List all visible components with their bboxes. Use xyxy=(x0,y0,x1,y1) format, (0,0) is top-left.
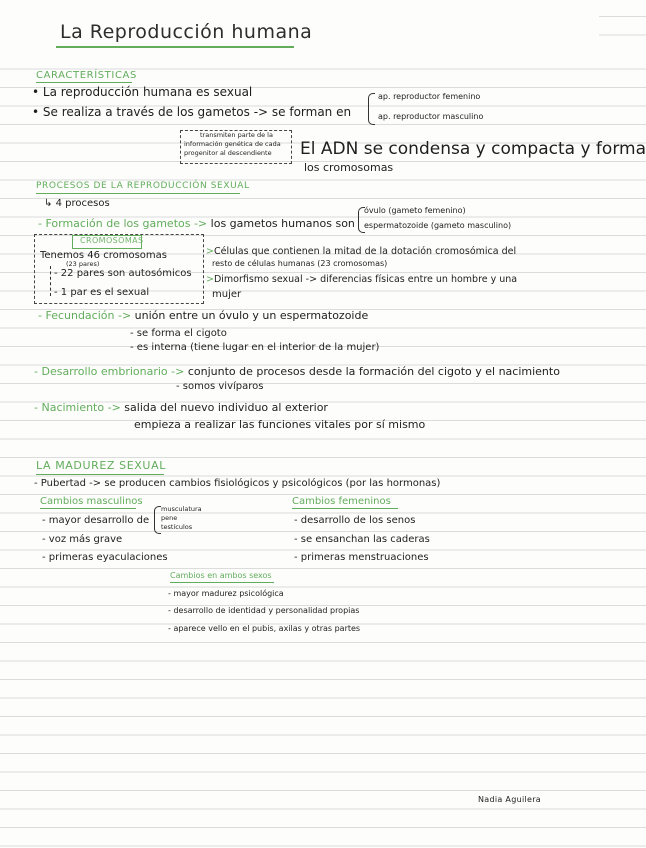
note-line: progenitor al descendiente xyxy=(184,149,272,157)
dimorfismo-line: >Dimorfismo sexual -> diferencias físicas entre un hombre y una xyxy=(206,274,518,285)
brace-item: espermatozoide (gameto masculino) xyxy=(364,221,512,230)
ambos-item: - mayor madurez psicológica xyxy=(168,589,284,598)
nacimiento-row: - Nacimiento -> salida del nuevo individuo al exterior xyxy=(34,401,328,414)
brace-item: musculatura xyxy=(161,505,202,513)
bullet-text: • Se realiza a través de los gametos -> se forman en xyxy=(32,105,352,119)
masculino-item: - mayor desarrollo de xyxy=(42,515,150,526)
dimorfismo-line: mujer xyxy=(212,289,242,300)
cambios-femeninos-heading: Cambios femeninos xyxy=(292,496,391,507)
cromosomas-line: - 22 pares son autosómicos xyxy=(54,268,192,279)
note-line: información genética de cada xyxy=(184,140,281,148)
note-line: transmiten parte de la xyxy=(200,131,273,139)
heading-underline xyxy=(36,82,132,83)
desarrollo-row: - Desarrollo embrionario -> conjunto de procesos desde la formación del cigoto y el nacimiento xyxy=(34,365,560,378)
fecundacion-row: - Fecundación -> unión entre un óvulo y un espermatozoide xyxy=(38,309,369,322)
heading-underline xyxy=(292,508,398,509)
brace-item: ap. reproductor femenino xyxy=(378,92,481,101)
brace-item: óvulo (gameto femenino) xyxy=(364,206,466,215)
procesos-count: ↳ 4 procesos xyxy=(44,198,110,209)
section-heading-madurez: LA MADUREZ SEXUAL xyxy=(36,459,166,472)
desarrollo-sub: - somos vivíparos xyxy=(176,381,264,392)
title-underline xyxy=(56,46,294,48)
cambios-masculinos-heading: Cambios masculinos xyxy=(40,496,143,507)
brace-item: testículos xyxy=(161,523,193,531)
page-title: La Reproducción humana xyxy=(60,21,313,43)
brace-item: pene xyxy=(161,514,178,522)
tree-line xyxy=(50,266,51,296)
cromosomas-label: CROMOSOMAS xyxy=(80,236,144,245)
pubertad-row: - Pubertad -> se producen cambios fisiológicos y psicológicos (por las hormonas) xyxy=(34,478,441,489)
brace xyxy=(154,506,161,534)
masculino-item: - voz más grave xyxy=(42,534,123,545)
adn-statement: El ADN se condensa y compacta y forma xyxy=(300,139,646,159)
heading-underline xyxy=(170,582,274,583)
femenino-item: - primeras menstruaciones xyxy=(294,552,429,563)
cromosomas-line: (23 pares) xyxy=(66,260,100,268)
cambios-ambos-heading: Cambios en ambos sexos xyxy=(170,571,272,580)
author-signature: Nadia Aguilera xyxy=(478,795,542,804)
heading-underline xyxy=(36,193,240,194)
femenino-item: - se ensanchan las caderas xyxy=(294,534,430,545)
masculino-item: - primeras eyaculaciones xyxy=(42,552,168,563)
cromosomas-line: Tenemos 46 cromosomas xyxy=(40,250,167,261)
formacion-row: - Formación de los gametos -> los gametos humanos son xyxy=(38,217,355,230)
heading-underline xyxy=(36,474,164,475)
heading-underline xyxy=(40,508,136,509)
section-heading-procesos: PROCESOS DE LA REPRODUCCIÓN SEXUAL xyxy=(36,181,250,191)
ambos-item: - desarrollo de identidad y personalidad propias xyxy=(168,606,360,615)
femenino-item: - desarrollo de los senos xyxy=(294,515,416,526)
fecundacion-sub: - es interna (tiene lugar en el interior de la mujer) xyxy=(130,342,380,353)
adn-statement-cont: los cromosomas xyxy=(304,161,394,174)
cromosomas-line: - 1 par es el sexual xyxy=(54,287,150,298)
brace xyxy=(368,93,375,125)
bullet-text: • La reproducción humana es sexual xyxy=(32,85,253,99)
fecundacion-sub: - se forma el cigoto xyxy=(130,328,227,339)
celulas-line: resto de células humanas (23 cromosomas) xyxy=(212,259,388,268)
celulas-line: >Células que contienen la mitad de la dotación cromosómica del xyxy=(206,246,517,257)
ambos-item: - aparece vello en el pubis, axilas y otras partes xyxy=(168,624,361,633)
brace-item: ap. reproductor masculino xyxy=(378,112,484,121)
section-heading-caracteristicas: CARACTERÍSTICAS xyxy=(36,70,137,81)
nacimiento-sub: empieza a realizar las funciones vitales por sí mismo xyxy=(134,418,426,431)
